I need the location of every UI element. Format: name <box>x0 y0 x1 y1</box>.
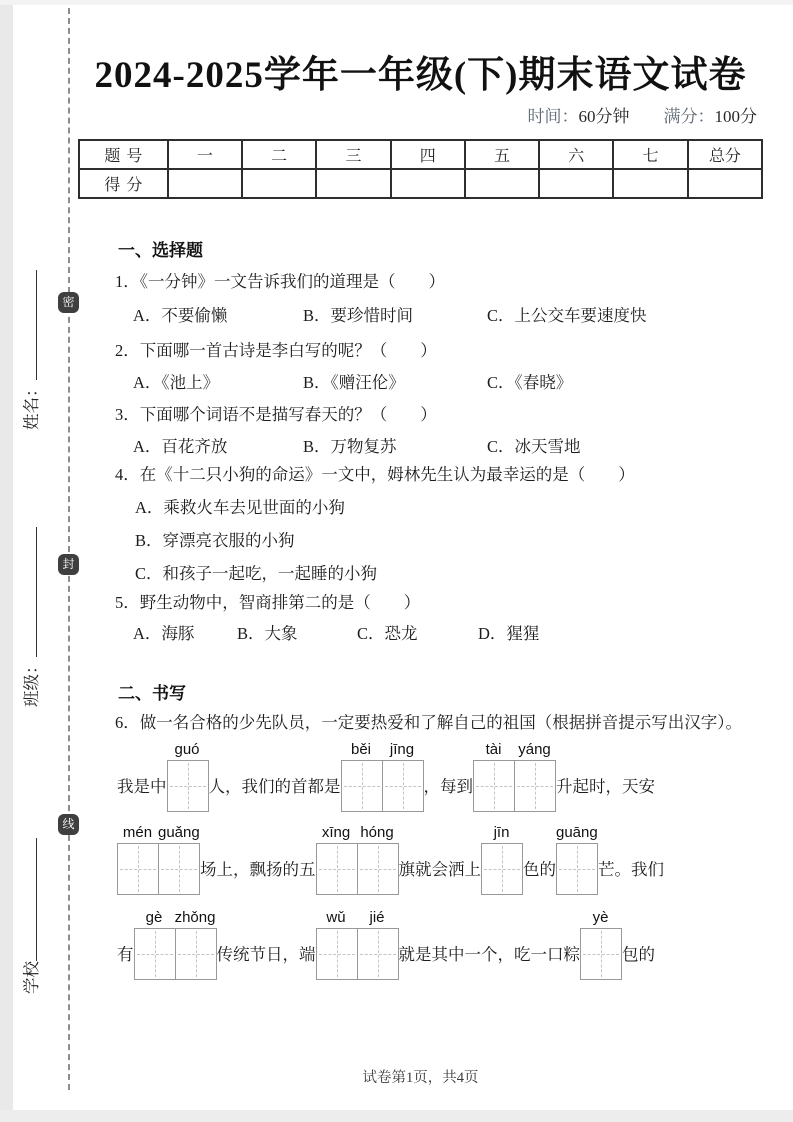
line-text: ，每到 <box>423 777 473 796</box>
line-text: 旗就会洒上 <box>398 860 481 879</box>
section-writing-heading: 二、书写 <box>118 684 186 703</box>
page-title: 2024-2025学年一年级(下)期末语文试卷 <box>94 55 747 96</box>
score-header-cell: 题号 <box>79 140 168 169</box>
option-b: B．大象 <box>237 624 298 643</box>
writing-box-group <box>481 823 523 895</box>
pinyin-label: hóng <box>360 824 394 841</box>
score-cell-empty <box>539 169 613 198</box>
writing-box-group <box>316 823 399 895</box>
fullscore-label: 满分： <box>663 107 715 126</box>
pinyin-label: zhǒng <box>174 909 216 926</box>
score-header-cell: 三 <box>316 140 390 169</box>
score-cell-empty <box>688 169 762 198</box>
option-a: A．百花齐放 <box>133 437 228 456</box>
writing-box <box>382 760 424 812</box>
question-5-options <box>78 624 763 644</box>
line-text: 有 <box>117 945 134 964</box>
pinyin-label: mén <box>122 824 153 841</box>
option-c: C．恐龙 <box>357 624 418 643</box>
writing-box <box>357 843 399 895</box>
writing-box <box>341 760 383 812</box>
option-c: C．冰天雪地 <box>487 437 581 456</box>
line-text: 就是其中一个，吃一口粽 <box>398 945 580 964</box>
line-text: 场上，飘扬的五 <box>200 860 316 879</box>
score-table-score-row <box>79 169 762 198</box>
class-blank <box>23 527 37 658</box>
score-cell-empty <box>465 169 539 198</box>
pinyin-label: wǔ <box>326 909 346 926</box>
student-name-label-group <box>19 270 41 430</box>
exam-meta <box>78 106 763 128</box>
question-4-option-c: C．和孩子一起吃，一起睡的小狗 <box>135 564 378 583</box>
pinyin-line-3 <box>78 908 763 980</box>
line-text: 包的 <box>622 945 655 964</box>
class-label-group <box>19 527 41 707</box>
line-text: 芒。我们 <box>598 860 664 879</box>
school-label: 学校 <box>22 961 41 994</box>
school-blank <box>23 838 37 961</box>
line-text: 传统节日，端 <box>216 945 316 964</box>
scan-edge-top <box>0 0 793 5</box>
option-c: C．上公交车要速度快 <box>487 306 647 325</box>
question-2-options <box>78 373 763 393</box>
writing-box <box>514 760 556 812</box>
writing-box <box>473 760 515 812</box>
pinyin-label: guāng <box>556 824 598 841</box>
score-cell-empty <box>316 169 390 198</box>
scan-edge-left <box>0 0 13 1122</box>
score-header-cell: 五 <box>465 140 539 169</box>
pinyin-label: yáng <box>518 741 551 758</box>
pinyin-label: gè <box>145 909 163 926</box>
pinyin-line-1 <box>78 740 763 812</box>
writing-box-group <box>341 740 424 812</box>
option-a: A．《池上》 <box>133 373 220 392</box>
option-b: B．要珍惜时间 <box>303 306 414 325</box>
seal-badge-feng: 封 <box>58 554 79 575</box>
pinyin-label: jīng <box>389 741 415 758</box>
writing-box-group <box>167 740 209 812</box>
line-text: 色的 <box>523 860 556 879</box>
pinyin-label: tài <box>485 741 502 758</box>
score-header-cell: 总分 <box>688 140 762 169</box>
fullscore-value: 100分 <box>714 107 757 126</box>
question-4-option-a: A．乘救火车去见世面的小狗 <box>135 498 345 517</box>
question-4: 4．在《十二只小狗的命运》一文中，姆林先生认为最幸运的是（ ） <box>115 465 635 484</box>
pinyin-label: běi <box>350 741 372 758</box>
score-header-cell: 七 <box>613 140 687 169</box>
score-cell-empty <box>391 169 465 198</box>
pinyin-label: xīng <box>321 824 351 841</box>
option-b: B．《赠汪伦》 <box>303 373 405 392</box>
pinyin-line-2 <box>78 823 763 895</box>
option-a: A．海豚 <box>133 624 195 643</box>
writing-box <box>316 843 358 895</box>
writing-box-group <box>556 823 598 895</box>
question-1-options <box>78 306 763 326</box>
student-name-label: 姓名： <box>22 380 41 430</box>
section-choice-heading: 一、选择题 <box>118 241 203 260</box>
option-d: D．猩猩 <box>478 624 540 643</box>
line-text: 人，我们的首都是 <box>208 777 341 796</box>
exam-content <box>78 52 763 980</box>
score-cell-empty <box>613 169 687 198</box>
writing-box <box>556 843 598 895</box>
question-1: 1．《一分钟》一文告诉我们的道理是（ ） <box>115 272 445 291</box>
option-b: B．万物复苏 <box>303 437 397 456</box>
writing-box-group <box>580 908 622 980</box>
writing-box <box>117 843 159 895</box>
score-row-label: 得分 <box>79 169 168 198</box>
seal-badge-xian: 线 <box>58 814 79 835</box>
writing-box-group <box>316 908 399 980</box>
writing-box <box>167 760 209 812</box>
page-footer: 试卷第1页，共4页 <box>362 1070 479 1086</box>
pinyin-label: guǎng <box>158 824 200 841</box>
line-text: 我是中 <box>117 777 167 796</box>
score-cell-empty <box>242 169 316 198</box>
writing-box-group <box>134 908 217 980</box>
pinyin-label: jié <box>369 909 385 926</box>
writing-box <box>580 928 622 980</box>
writing-box <box>158 843 200 895</box>
question-5: 5．野生动物中，智商排第二的是（ ） <box>115 593 421 612</box>
pinyin-label: yè <box>592 909 609 926</box>
score-table-header-row <box>79 140 762 169</box>
seal-dashed-line <box>68 8 70 1090</box>
school-label-group <box>19 838 41 994</box>
seal-badge-mi: 密 <box>58 292 79 313</box>
option-a: A．不要偷懒 <box>133 306 228 325</box>
writing-box <box>316 928 358 980</box>
writing-box <box>481 843 523 895</box>
question-2: 2．下面哪一首古诗是李白写的呢？（ ） <box>115 341 437 360</box>
writing-box-group <box>117 823 200 895</box>
pinyin-label: jīn <box>493 824 510 841</box>
question-4-option-b: B．穿漂亮衣服的小狗 <box>135 531 295 550</box>
writing-box-group <box>473 740 556 812</box>
score-header-cell: 四 <box>391 140 465 169</box>
score-header-cell: 二 <box>242 140 316 169</box>
time-label: 时间： <box>527 107 579 126</box>
question-3-options <box>78 437 763 457</box>
question-6: 6．做一名合格的少先队员，一定要热爱和了解自己的祖国（根据拼音提示写出汉字）。 <box>115 713 742 732</box>
class-label: 班级： <box>22 657 41 707</box>
student-name-blank <box>23 270 37 381</box>
score-table <box>78 139 763 199</box>
scan-edge-bottom <box>0 1110 793 1122</box>
question-3: 3．下面哪个词语不是描写春天的？（ ） <box>115 405 437 424</box>
line-text: 升起时，天安 <box>556 777 655 796</box>
writing-box <box>134 928 176 980</box>
score-cell-empty <box>168 169 242 198</box>
writing-box <box>175 928 217 980</box>
score-header-cell: 一 <box>168 140 242 169</box>
pinyin-label: guó <box>174 741 200 758</box>
writing-box <box>357 928 399 980</box>
option-c: C．《春晓》 <box>487 373 573 392</box>
time-value: 60分钟 <box>578 107 630 126</box>
score-header-cell: 六 <box>539 140 613 169</box>
